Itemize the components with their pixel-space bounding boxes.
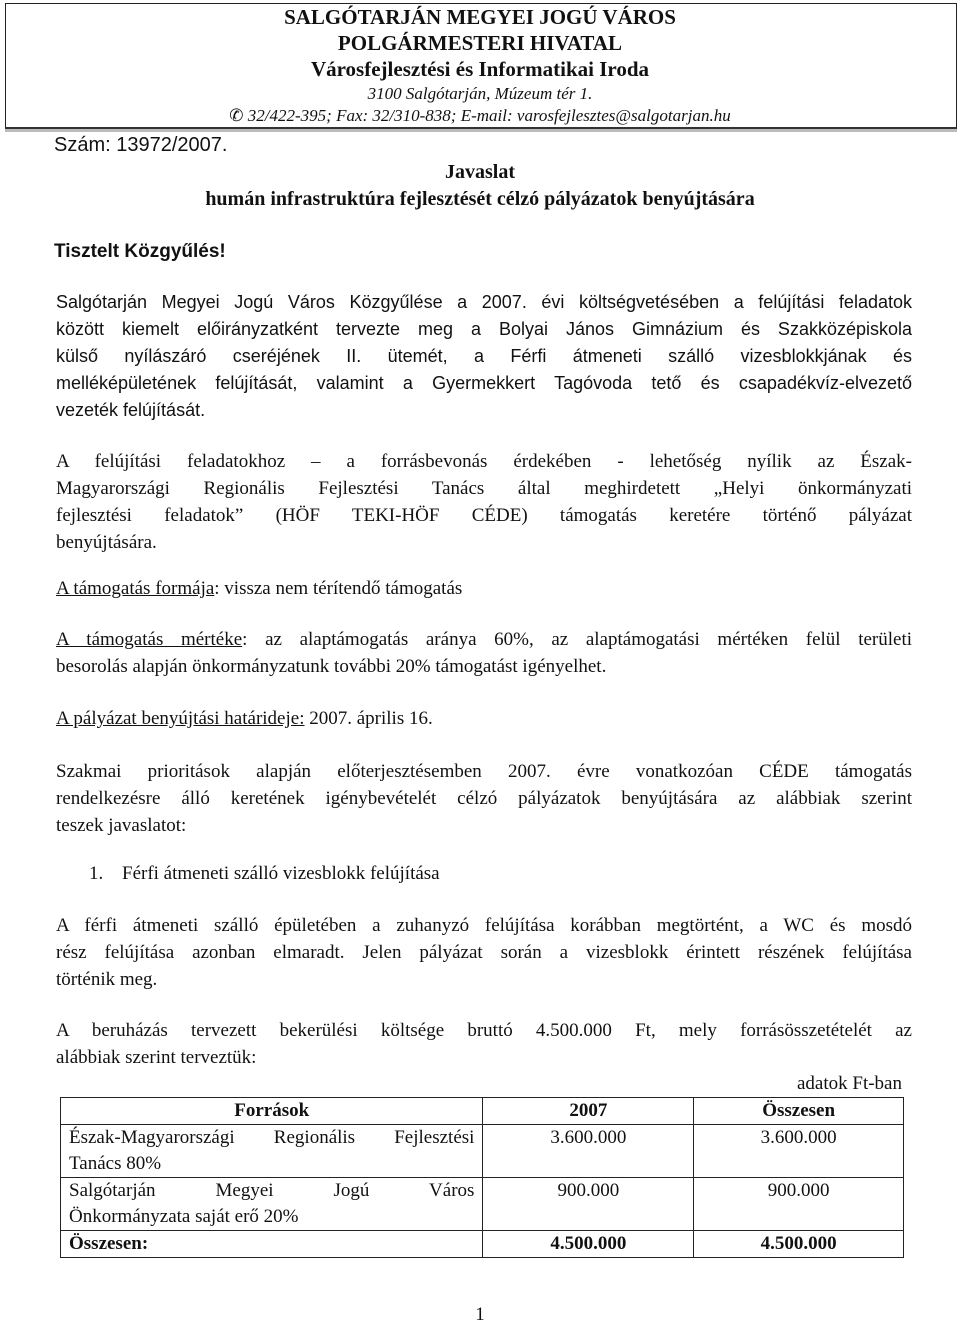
paragraph-line: rendelkezésre álló keretének igénybevételét célzó pályázatok benyújtására az alábbiak szerint xyxy=(56,788,912,809)
table-row xyxy=(61,1178,904,1231)
paragraph-line: teszek javaslatot: xyxy=(56,815,187,836)
support-rate-value: : az alaptámogatás aránya 60%, az alaptámogatási mértéken felül területi xyxy=(242,629,912,650)
paragraph-line: Szakmai prioritások alapján előterjesztésemben 2007. évre vonatkozóan CÉDE támogatás xyxy=(56,761,912,782)
letterhead-contact xyxy=(0,106,960,126)
paragraph-line: melléképületének felújítását, valamint a Gyermekkert Tagóvoda tető és csapadékvíz-elvezető xyxy=(56,373,912,393)
table-cell-source xyxy=(61,1125,483,1178)
phone-icon: ✆ xyxy=(229,106,244,125)
list-item-number: 1. xyxy=(89,863,104,884)
paragraph-line: fejlesztési feladatok” (HÖF TEKI-HÖF CÉDE) támogatás keretére történő pályázat xyxy=(56,505,912,526)
support-form xyxy=(56,575,912,602)
paragraph-project-description xyxy=(56,912,912,993)
page-number: 1 xyxy=(475,1304,485,1325)
paragraph-line: vezeték felújítását. xyxy=(56,400,206,420)
letterhead-address: 3100 Salgótarján, Múzeum tér 1. xyxy=(367,84,593,103)
document-number: Szám: 13972/2007. xyxy=(54,134,228,156)
support-form-label: A támogatás formája xyxy=(56,578,215,599)
letterhead-city: SALGÓTARJÁN MEGYEI JOGÚ VÁROS xyxy=(284,5,676,29)
table-header-total: Összesen xyxy=(694,1098,904,1125)
letterhead-department: Városfejlesztési és Informatikai Iroda xyxy=(310,57,650,81)
paragraph-line: között kiemelt előirányzatként tervezte meg a Bolyai János Gimnázium és Szakközépiskola xyxy=(56,319,912,339)
table-header-row xyxy=(61,1098,904,1125)
paragraph-funding xyxy=(56,448,912,556)
paragraph-line: alábbiak szerint terveztük: xyxy=(56,1047,257,1068)
table-cell-source-line: Salgótarján Megyei Jogú Város xyxy=(69,1180,475,1201)
funding-table xyxy=(60,1097,904,1258)
deadline-value: 2007. április 16. xyxy=(304,708,433,729)
paragraph-intro xyxy=(56,289,912,424)
support-rate xyxy=(56,626,912,680)
table-cell-source-line: Önkormányzata saját erő 20% xyxy=(69,1206,299,1227)
table-header-2007: 2007 xyxy=(483,1098,694,1125)
table-cell-2007: 900.000 xyxy=(483,1178,694,1231)
table-sum-2007: 4.500.000 xyxy=(483,1231,694,1258)
salutation: Tisztelt Közgyűlés! xyxy=(54,241,226,262)
paragraph-line: besorolás alapján önkormányzatunk további 20% támogatást igényelhet. xyxy=(56,656,607,677)
paragraph-line: A beruházás tervezett bekerülési költsége bruttó 4.500.000 Ft, mely forrásösszetételét az xyxy=(56,1020,912,1041)
proposal-subtitle: humán infrastruktúra fejlesztését célzó pályázatok benyújtására xyxy=(205,188,755,210)
paragraph-line: Salgótarján Megyei Jogú Város Közgyűlése a 2007. évi költségvetésében a felújítási feladatok xyxy=(56,292,912,312)
support-form-value: : vissza nem térítendő támogatás xyxy=(214,578,463,599)
table-sum-row xyxy=(61,1231,904,1258)
paragraph-line: benyújtására. xyxy=(56,532,157,553)
table-row xyxy=(61,1125,904,1178)
letterhead-contact-text: 32/422-395; Fax: 32/310-838; E-mail: varosfejlesztes@salgotarjan.hu xyxy=(247,106,731,125)
table-cell-total: 900.000 xyxy=(694,1178,904,1231)
support-rate-label: A támogatás mértéke xyxy=(56,629,243,650)
list-item-text: Férfi átmeneti szálló vizesblokk felújítása xyxy=(122,863,440,884)
table-sum-total: 4.500.000 xyxy=(694,1231,904,1258)
deadline-label: A pályázat benyújtási határideje: xyxy=(56,708,305,729)
deadline xyxy=(56,705,912,732)
paragraph-line: történik meg. xyxy=(56,969,158,990)
paragraph-line: A férfi átmeneti szálló épületében a zuhanyzó felújítása korábban megtörtént, a WC és mosdó xyxy=(56,915,912,936)
table-unit-note: adatok Ft-ban xyxy=(796,1073,902,1094)
table-sum-label: Összesen: xyxy=(61,1231,483,1258)
table-cell-source-line: Tanács 80% xyxy=(69,1153,162,1174)
paragraph-line: rész felújítása azonban elmaradt. Jelen pályázat során a vizesblokk érintett részének felújítása xyxy=(56,942,912,963)
paragraph-line: külső nyílászáró cseréjének II. ütemét, a Férfi átmeneti szálló vizesblokkjának és xyxy=(56,346,912,366)
paragraph-priorities xyxy=(56,758,912,839)
proposal-title: Javaslat xyxy=(445,161,515,183)
table-cell-source xyxy=(61,1178,483,1231)
letterhead-office: POLGÁRMESTERI HIVATAL xyxy=(337,31,623,55)
table-cell-2007: 3.600.000 xyxy=(483,1125,694,1178)
paragraph-line: A felújítási feladatokhoz – a forrásbevonás érdekében - lehetőség nyílik az Észak- xyxy=(56,451,912,472)
table-cell-total: 3.600.000 xyxy=(694,1125,904,1178)
paragraph-line: Magyarországi Regionális Fejlesztési Tanács által meghirdetett „Helyi önkormányzati xyxy=(56,478,912,499)
table-cell-source-line: Észak-Magyarországi Regionális Fejlesztési xyxy=(69,1127,475,1148)
paragraph-cost xyxy=(56,1017,912,1071)
table-header-sources: Források xyxy=(61,1098,483,1125)
